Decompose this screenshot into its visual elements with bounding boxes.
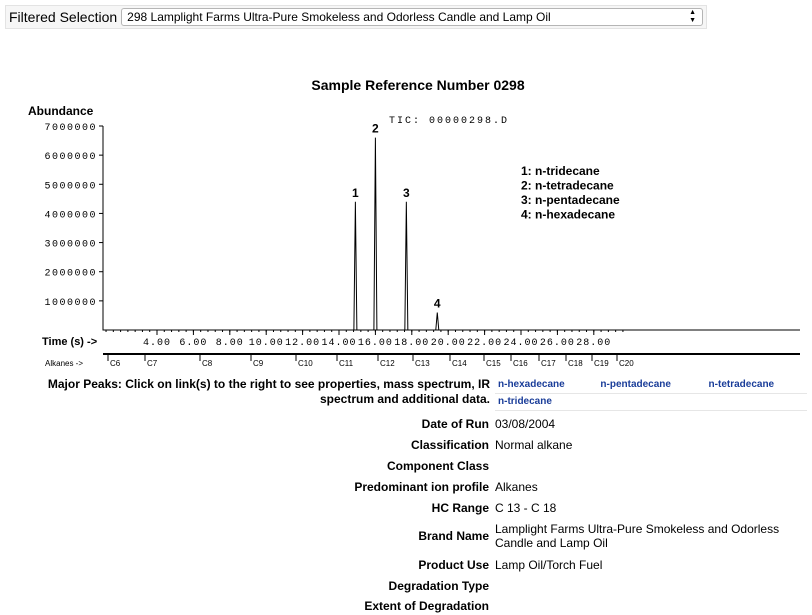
x-tick-label: 14.00 [321,338,357,349]
alkane-marker-label: C13 [415,359,430,368]
select-arrows-icon: ▲ ▼ [689,9,696,24]
property-row [0,522,812,552]
x-axis-label: Time (s) -> [42,336,98,348]
filter-bar [5,5,707,29]
peak-label: 4 [433,296,441,311]
property-label: Brand Name [418,529,489,543]
link-n-pentadecane[interactable]: n-pentadecane [600,379,671,390]
alkane-marker-label: C10 [298,359,313,368]
alkane-marker-label: C17 [541,359,556,368]
x-tick-label: 16.00 [357,338,393,349]
property-value: 03/08/2004 [495,417,556,431]
major-peaks-label: Major Peaks: Click on link(s) to the right to see properties, mass spectrum, IR spectrum and additional data. [47,377,490,406]
property-label: HC Range [431,501,489,515]
alkane-marker-label: C18 [568,359,583,368]
property-label: Predominant ion profile [354,480,489,494]
y-tick-label: 2000000 [44,268,97,280]
peaks-row [495,394,807,411]
filter-selected-value: 298 Lamplight Farms Ultra-Pure Smokeless and Odorless Candle and Lamp Oil [127,10,551,24]
peak-labels [352,122,441,311]
y-tick-label: 3000000 [44,239,97,251]
alkane-marker-label: C16 [513,359,528,368]
alkane-marker-label: C6 [110,359,121,368]
y-ticks [44,123,103,309]
link-n-tridecane[interactable]: n-tridecane [498,396,552,407]
property-label: Date of Run [421,417,489,431]
alkane-markers [108,354,634,368]
y-axis-label: Abundance [28,104,94,118]
chart-title: TIC: 00000298.D [388,116,510,127]
peak-legend [521,164,620,222]
alkane-marker-label: C15 [486,359,501,368]
property-label: Extent of Degradation [364,599,489,613]
property-value: Lamp Oil/Torch Fuel [495,558,603,572]
property-label: Product Use [418,558,489,572]
x-tick-label: 18.00 [394,338,430,349]
property-value: C 13 - C 18 [495,501,557,515]
y-tick-label: 4000000 [44,210,97,222]
link-n-tetradecane[interactable]: n-tetradecane [708,379,775,390]
x-ticks [143,330,611,349]
alkane-marker-label: C20 [619,359,634,368]
x-tick-label: 8.00 [215,338,244,349]
y-tick-label: 6000000 [44,152,97,164]
alkane-marker-label: C14 [452,359,467,368]
peak-label: 1 [352,185,359,200]
alkane-marker-label: C11 [339,359,354,368]
y-tick-label: 7000000 [44,123,97,134]
property-row [0,480,812,496]
y-tick-label: 5000000 [44,181,97,193]
property-value: Lamplight Farms Ultra-Pure Smokeless and Odorless Candle and Lamp Oil [495,522,780,550]
alkane-marker-label: C9 [253,359,264,368]
x-tick-label: 26.00 [539,338,575,349]
x-tick-label: 10.00 [248,338,284,349]
property-value: Normal alkane [495,438,573,452]
property-row [0,438,812,454]
legend-entry: 2: n-tetradecane [521,178,614,193]
x-tick-label: 4.00 [142,338,172,349]
x-tick-label: 24.00 [503,338,539,349]
major-peaks-links [495,377,807,411]
peak-label: 3 [402,185,410,200]
peak-label: 2 [372,121,379,136]
property-row [0,417,812,433]
alkane-marker-label: C19 [594,359,609,368]
property-value: Alkanes [495,480,538,494]
property-row [0,501,812,517]
sample-title: Sample Reference Number 0298 [311,77,525,93]
property-row [0,459,812,475]
property-row [0,558,812,574]
filter-label: Filtered Selection [9,9,118,25]
x-tick-label: 6.00 [179,338,208,349]
property-row [0,579,812,595]
alkane-marker-label: C12 [380,359,395,368]
legend-entry: 1: n-tridecane [521,164,600,178]
x-tick-label: 12.00 [285,338,321,349]
property-label: Classification [410,438,489,452]
property-label: Component Class [386,459,489,473]
legend-entry: 3: n-pentadecane [521,193,620,207]
peaks-row [495,377,807,394]
x-tick-label: 20.00 [430,338,466,349]
alkane-axis-label: Alkanes -> [45,359,84,368]
alkane-marker-label: C7 [147,359,158,368]
property-row [0,599,812,615]
alkane-marker-label: C8 [202,359,213,368]
x-tick-label: 28.00 [576,338,612,349]
property-label: Degradation Type [388,579,489,593]
y-tick-label: 1000000 [44,297,97,309]
tic-trace [103,138,798,330]
filter-select[interactable] [121,8,703,26]
chromatogram-chart [0,100,812,370]
link-n-hexadecane[interactable]: n-hexadecane [498,379,565,390]
x-tick-label: 22.00 [467,338,503,349]
legend-entry: 4: n-hexadecane [521,207,616,222]
